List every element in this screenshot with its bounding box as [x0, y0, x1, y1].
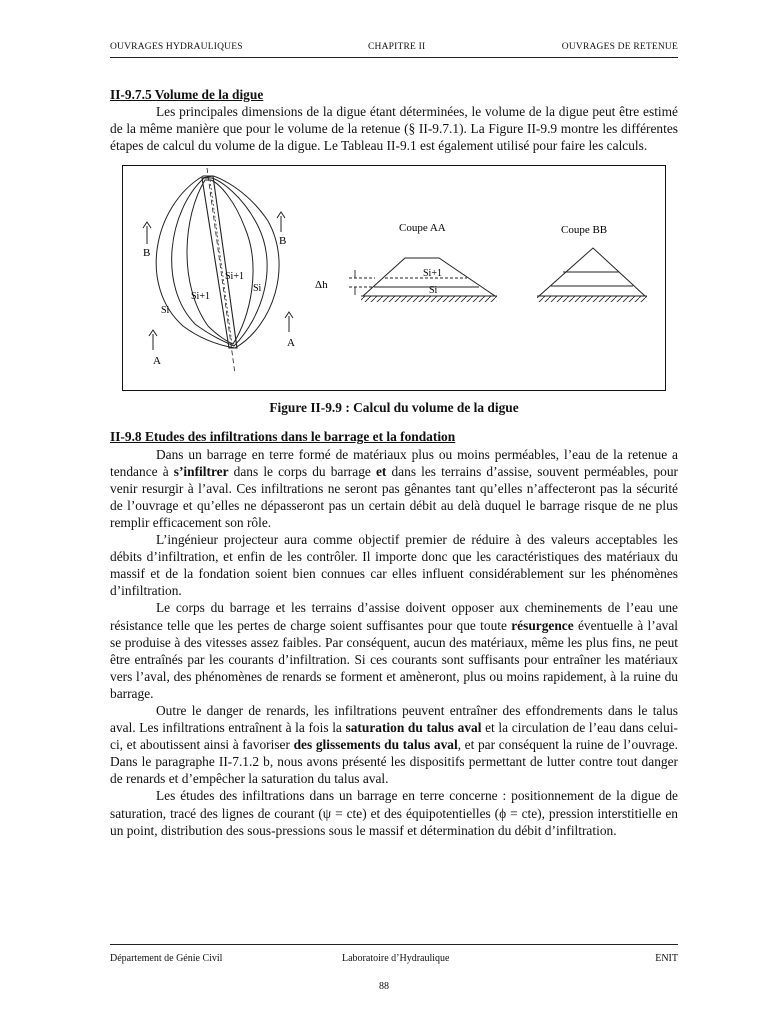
page-header — [110, 42, 678, 56]
text-run: Outre le danger de renards, les infiltrations peuvent entraîner des effondrements dans le talus aval. Les infiltrations entraînent à la fois la — [110, 702, 678, 736]
text-run: et la circulation de l’eau dans celui-ci, et aboutissent ainsi à favoriser — [110, 720, 678, 753]
label-b-right: B — [279, 235, 287, 248]
page-number: 88 — [379, 981, 389, 992]
text-run: dans le corps du barrage — [228, 463, 376, 479]
label-b-left: B — [143, 247, 151, 260]
text-run: dans les terrains d’assise, souvent perméables, pour venir resurgir à l’aval. Ces infiltrations ne seront pas gênantes tant qu’elles n’affecteront pas la sécurité de l’ouvrage et qu’elles ne dépasseront pas un certain débit au delà duquel le barrage risque de ne plus remplir efficacement son rôle. — [110, 463, 678, 530]
plan-view — [156, 168, 279, 374]
coupe-bb — [537, 248, 647, 302]
plan-crest-inner — [210, 180, 232, 344]
label-si-plus-right: Si+1 — [191, 291, 210, 303]
emphasis-saturation: saturation du talus aval — [345, 720, 482, 736]
label-si-inner: Si — [253, 283, 262, 295]
header-rule — [110, 57, 678, 58]
paragraph-infiltration-5: Les études des infiltrations dans un barrage en terre concerne : positionnement de la digue de saturation, tracé des lignes de courant (ψ = cte) et des équipotentielles (ϕ = cte), pression interstitielle en un point, distribution des sous-pressions sous le massif et détermination du débit d’infiltration. — [110, 788, 678, 838]
paragraph-infiltration-4 — [110, 702, 678, 787]
plan-contour-3 — [187, 180, 253, 344]
paragraph-infiltration-3 — [110, 599, 678, 702]
coupe-bb-ground — [537, 296, 647, 302]
section-title-infiltration: II-9.8 Etudes des infiltrations dans le barrage et la fondation — [110, 429, 456, 445]
coupe-aa-title: Coupe AA — [399, 222, 446, 235]
emphasis-glissements: des glissements du talus aval — [293, 737, 458, 753]
figure-caption: Figure II-9.9 : Calcul du volume de la digue — [269, 400, 519, 416]
footer-center: Laboratoire d’Hydraulique — [342, 953, 450, 964]
coupe-bb-title: Coupe BB — [561, 224, 608, 237]
coupe-aa-label-si: Si — [429, 285, 438, 297]
figure-frame — [122, 165, 666, 391]
delta-h-marker — [349, 270, 375, 295]
paragraph-volume: Les principales dimensions de la digue étant déterminées, le volume de la digue peut être estimé de la même manière que pour le volume de la retenue (§ II-9.7.1). La Figure II-9.9 montre les différentes étapes de calcul du volume de la digue. Le Tableau II-9.1 est également utilisé pour faire les calculs. — [110, 104, 678, 154]
section-title-volume: II-9.7.5 Volume de la digue — [110, 87, 264, 102]
label-si-outer: Si — [161, 305, 170, 317]
footer-rule — [110, 944, 678, 945]
coupe-aa-label-si-plus: Si+1 — [423, 268, 442, 280]
footer-left: Département de Génie Civil — [110, 953, 223, 964]
plan-contour-outer — [156, 176, 279, 348]
emphasis-et: et — [375, 463, 387, 479]
text-run: Le corps du barrage et les terrains d’assise doivent opposer aux cheminements de l’eau une résistance telle que les pertes de charge soient suffisantes pour que toute — [110, 600, 678, 633]
label-delta-h: Δh — [315, 279, 328, 292]
header-right: OUVRAGES DE RETENUE — [561, 42, 678, 52]
page-footer — [110, 953, 678, 967]
label-a-right: A — [287, 337, 295, 350]
page-content — [110, 86, 678, 839]
label-si-plus-center: Si+1 — [225, 271, 244, 283]
text-run: éventuelle à l’aval se produise à des vitesses assez faibles. Par conséquent, aucun des matériaux, même les plus fins, ne peut être entraînés par les courants d’infiltration. Si ces courants sont suffisants pour entraîner les matériaux vers l’aval, des phénomènes de renards se forment et amèneront, plus ou moins rapidement, à la ruine du barrage. — [110, 617, 678, 701]
text-run: , et par conséquent la ruine de l’ouvrage. Dans le paragraphe II-7.1.2 b, nous avons présenté les dispositifs permettant de lutter contre tout danger de renards et d’empêcher la saturation du talus aval. — [110, 737, 678, 787]
footer-right: ENIT — [655, 953, 678, 964]
label-a-left: A — [153, 355, 161, 368]
text-run: Dans un barrage en terre formé de matériaux plus ou moins perméables, l’eau de la retenue a tendance à — [110, 446, 678, 479]
emphasis-resurgence: résurgence — [511, 617, 574, 633]
header-center: CHAPITRE II — [368, 42, 426, 52]
emphasis-infiltrer: s’infiltrer — [173, 463, 229, 479]
paragraph-infiltration-2: L’ingénieur projecteur aura comme objectif premier de réduire à des valeurs acceptables les débits d’infiltration, et enfin de les contrôler. Il importe donc que les caractéristiques des matériaux du massif et de la fondation soient bien connues car elles influent considérablement sur les phénomènes d’infiltration. — [110, 532, 678, 599]
coupe-aa-ground — [361, 296, 497, 302]
dam-volume-diagram — [123, 166, 665, 390]
paragraph-infiltration-1 — [110, 446, 678, 531]
header-left: OUVRAGES HYDRAULIQUES — [110, 42, 243, 52]
